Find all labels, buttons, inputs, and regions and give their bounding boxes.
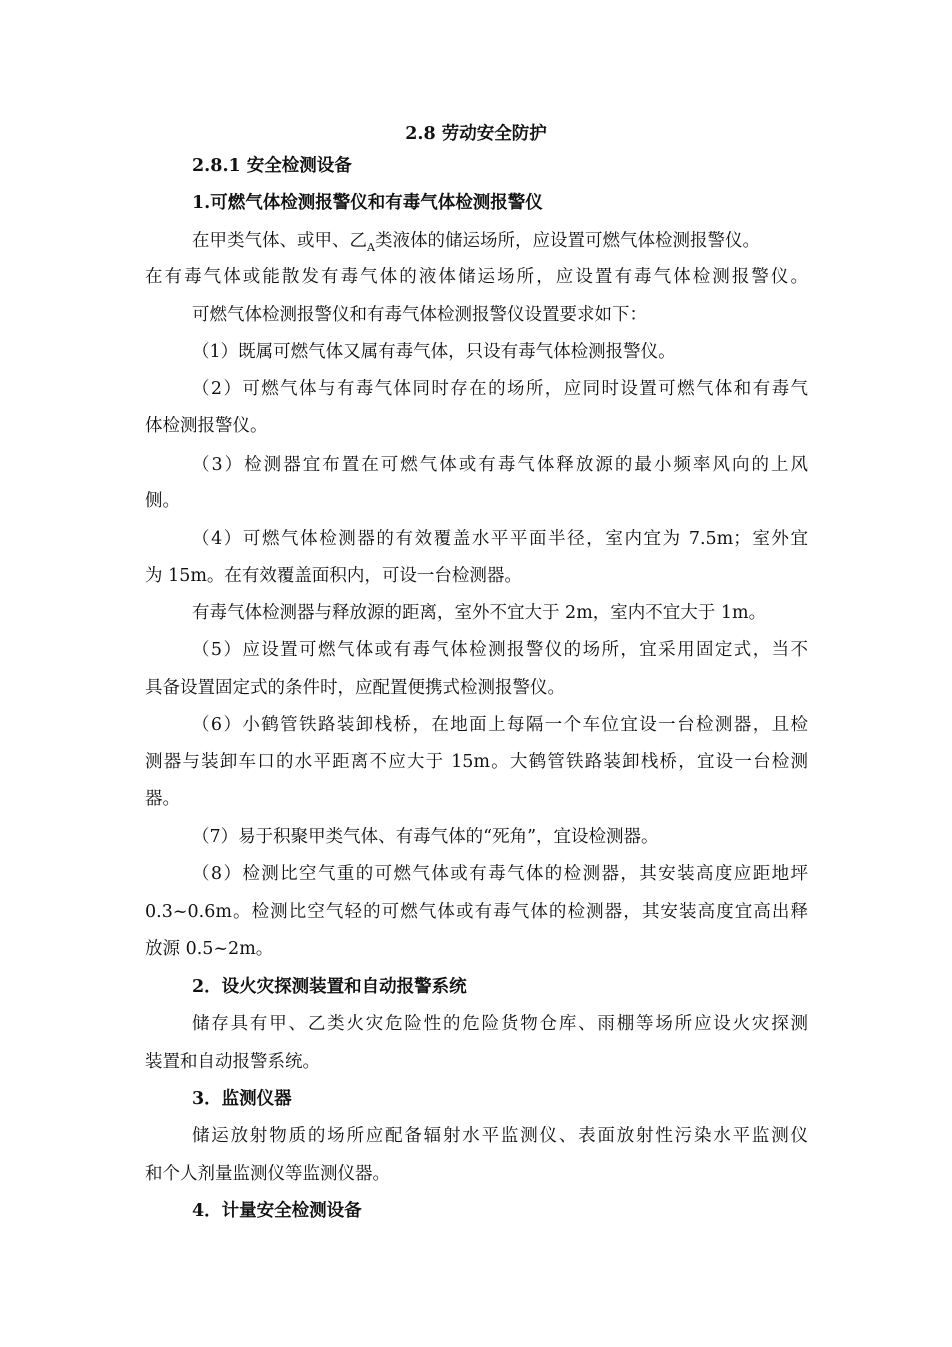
item-6-line-2: 测器与装卸车口的水平距离不应大于 15m。大鹤管铁路装卸栈桥，宜设一台检测: [145, 752, 808, 772]
item-8-line-3: 放源 0.5~2m。: [145, 939, 274, 959]
heading-1: 1.可燃气体检测报警仪和有毒气体检测报警仪: [192, 193, 543, 213]
paragraph-3-line-1: 储存具有甲、乙类火灾危险性的危险货物仓库、雨棚等场所应设火灾探测: [192, 1014, 808, 1034]
heading-4: 4．计量安全检测设备: [192, 1201, 362, 1221]
item-3-line-2: 侧。: [145, 491, 180, 511]
para1-text-a: 在甲类气体、或甲、乙: [192, 231, 367, 251]
item-3-line-1: （3）检测器宜布置在可燃气体或有毒气体释放源的最小频率风向的上风: [192, 455, 808, 475]
item-7: （7）易于积聚甲类气体、有毒气体的“死角”，宜设检测器。: [192, 827, 659, 847]
item-4-line-2: 为 15m。在有效覆盖面积内，可设一台检测器。: [145, 566, 522, 586]
item-5-line-1: （5）应设置可燃气体或有毒气体检测报警仪的场所，宜采用固定式，当不: [192, 640, 808, 660]
item-6-line-3: 器。: [145, 789, 180, 809]
para1-subscript: A: [367, 241, 375, 254]
item-8-line-1: （8）检测比空气重的可燃气体或有毒气体的检测器，其安装高度应距地坪: [192, 864, 808, 884]
paragraph-4-line-1: 储运放射物质的场所应配备辐射水平监测仪、表面放射性污染水平监测仪: [192, 1126, 808, 1146]
item-2-line-2: 体检测报警仪。: [145, 416, 268, 436]
item-2-line-1: （2）可燃气体与有毒气体同时存在的场所，应同时设置可燃气体和有毒气: [192, 379, 808, 399]
item-5-line-2: 具备设置固定式的条件时，应配置便携式检测报警仪。: [145, 678, 565, 698]
item-1: （1）既属可燃气体又属有毒气体，只设有毒气体检测报警仪。: [192, 342, 676, 362]
paragraph-3-line-2: 装置和自动报警系统。: [145, 1052, 320, 1072]
paragraph-2: 可燃气体检测报警仪和有毒气体检测报警仪设置要求如下：: [192, 305, 647, 325]
heading-2: 2．设火灾探测装置和自动报警系统: [192, 977, 467, 997]
item-4-line-1: （4）可燃气体检测器的有效覆盖水平平面半径，室内宜为 7.5m；室外宜: [192, 529, 808, 549]
item-6-line-1: （6）小鹤管铁路装卸栈桥，在地面上每隔一个车位宜设一台检测器，且检: [192, 715, 808, 735]
item-4-line-3: 有毒气体检测器与释放源的距离，室外不宜大于 2m，室内不宜大于 1m。: [192, 603, 767, 623]
item-8-line-2: 0.3~0.6m。检测比空气轻的可燃气体或有毒气体的检测器，其安装高度宜高出释: [145, 902, 808, 922]
heading-3: 3．监测仪器: [192, 1089, 292, 1109]
section-title: 2.8 劳动安全防护: [405, 124, 547, 144]
subsection-title: 2.8.1 安全检测设备: [192, 156, 352, 176]
paragraph-4-line-2: 和个人剂量监测仪等监测仪器。: [145, 1164, 390, 1184]
para1-text-b: 类液体的储运场所，应设置可燃气体检测报警仪。: [374, 231, 760, 251]
paragraph-1-line-2: 在有毒气体或能散发有毒气体的液体储运场所，应设置有毒气体检测报警仪。: [145, 267, 808, 287]
